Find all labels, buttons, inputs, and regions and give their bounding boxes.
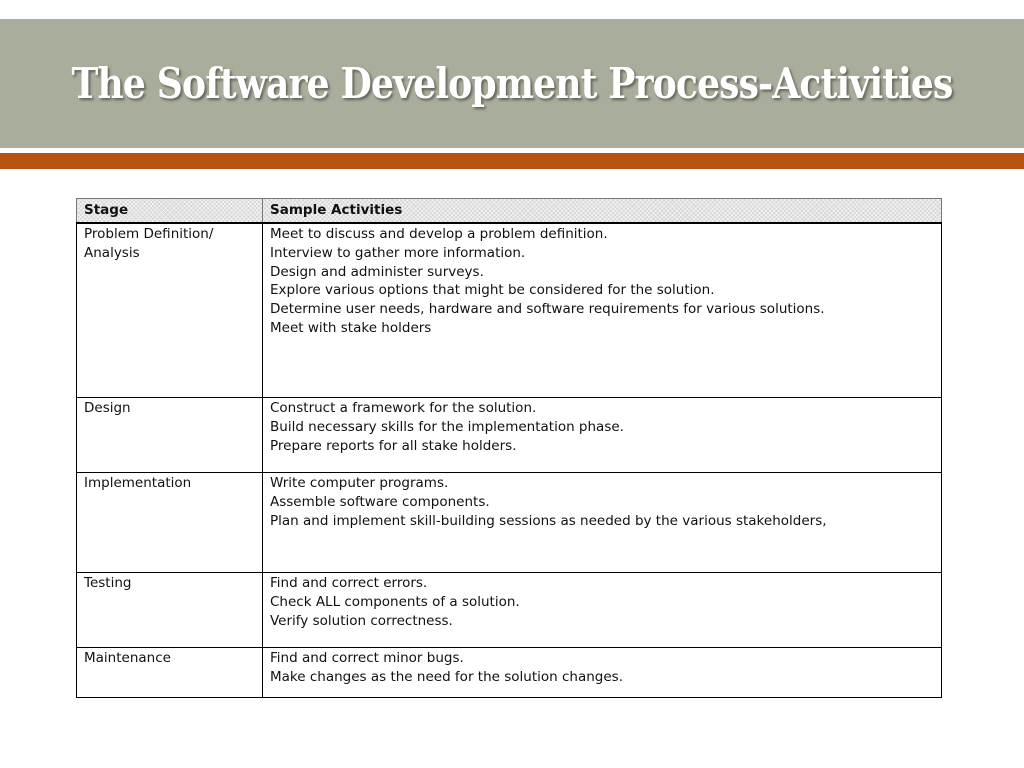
stage-cell <box>77 573 263 648</box>
table-row <box>77 473 942 573</box>
activities-cell <box>263 473 942 573</box>
table-row <box>77 573 942 648</box>
activities-cell <box>263 648 942 698</box>
slide-title: The Software Development Process-Activities <box>71 59 953 108</box>
activities-cell <box>263 573 942 648</box>
activities-cell <box>263 223 942 398</box>
activity-item: Plan and implement skill-building sessions as needed by the various stakeholders, <box>270 512 827 529</box>
activity-item: Assemble software components. <box>270 493 490 510</box>
activity-item: Meet with stake holders <box>270 319 432 336</box>
table-header-row <box>77 199 942 224</box>
title-band <box>0 19 1024 148</box>
activity-item: Explore various options that might be considered for the solution. <box>270 282 715 299</box>
table-row <box>77 223 942 398</box>
stages-table-container <box>76 198 941 698</box>
activity-item: Design and administer surveys. <box>270 263 484 280</box>
header-stage: Stage <box>77 199 263 224</box>
activity-item: Meet to discuss and develop a problem definition. <box>270 226 608 242</box>
activity-item: Construct a framework for the solution. <box>270 400 537 416</box>
header-sample-activities: Sample Activities <box>263 199 942 224</box>
activity-item: Find and correct errors. <box>270 575 428 591</box>
table-row <box>77 398 942 473</box>
activities-cell <box>263 398 942 473</box>
accent-bar <box>0 153 1024 169</box>
activity-item: Build necessary skills for the implementation phase. <box>270 418 624 435</box>
stage-label: Problem Definition/ Analysis <box>84 226 214 261</box>
table-row <box>77 648 942 698</box>
activity-item: Verify solution correctness. <box>270 612 453 629</box>
activity-item: Find and correct minor bugs. <box>270 650 464 666</box>
stages-table <box>76 198 942 698</box>
stage-cell <box>77 473 263 573</box>
activity-item: Interview to gather more information. <box>270 244 526 261</box>
stage-label: Maintenance <box>84 650 171 666</box>
stage-cell <box>77 223 263 398</box>
activity-item: Write computer programs. <box>270 475 449 491</box>
stage-label: Testing <box>84 575 132 591</box>
activity-item: Check ALL components of a solution. <box>270 593 520 610</box>
stage-label: Implementation <box>84 475 192 491</box>
activity-item: Prepare reports for all stake holders. <box>270 437 517 454</box>
stage-cell <box>77 398 263 473</box>
stage-label: Design <box>84 400 131 416</box>
activity-item: Determine user needs, hardware and software requirements for various solutions. <box>270 301 825 318</box>
stage-cell <box>77 648 263 698</box>
activity-item: Make changes as the need for the solution changes. <box>270 668 623 685</box>
